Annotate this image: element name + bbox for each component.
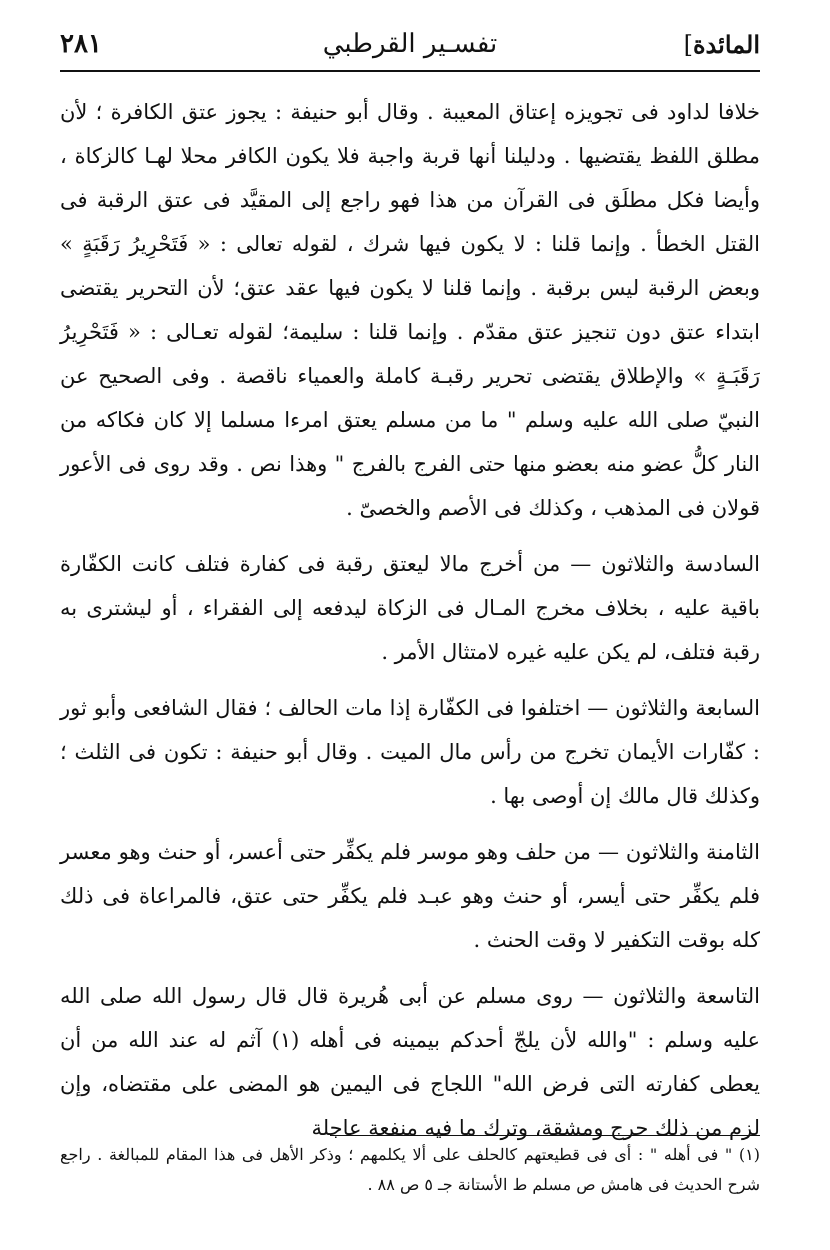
footnote-divider — [330, 1135, 760, 1136]
page-number: ٢٨١ — [60, 29, 102, 59]
paragraph: السابعة والثلاثون — اختلفوا فى الكفّارة إذا مات الحالف ؛ فقال الشافعى وأبو ثور : كفّارات الأيمان تخرج من رأس مال الميت . وقال أبو حنيفة : تكون فى الثلث ؛ وكذلك قال مالك إن أوصى بها . — [60, 696, 760, 808]
footnote: (١) " فى أهله " : أى فى قطيعتهم كالحلف على ألا يكلمهم ؛ وذكر الأهل فى هذا المقام للمبالغة . راجع شرح الحديث فى هامش ص مسلم ط الأستانة جـ ٥ ص ٨٨ . — [60, 1145, 760, 1194]
book-title: تفسـير القرطبي — [322, 29, 498, 59]
paragraph: خلافا لداود فى تجويزه إعتاق المعيبة . وقال أبو حنيفة : يجوز عتق الكافرة ؛ لأن مطلق اللفظ يقتضيها . ودليلنا أنها قربة واجبة فلا يكون الكافر محلا لهـا كالزكاة ، وأيضا فكل مطلَق فى القرآن من هذا فهو راجع إلى المقيَّد فى عتق الرقبة فى القتل الخطأ . وإنما قلنا : لا يكون فيها شرك ، لقوله تعالى : « فَتَحْرِيرُ رَقَبَةٍ » وبعض الرقبة ليس برقبة . وإنما قلنا لا يكون فيها عقد عتق؛ لأن التحرير يقتضى ابتداء عتق دون تنجيز عتق مقدّم . وإنما قلنا : سليمة؛ لقوله تعـالى : « فَتَحْرِيرُ رَقَبَـةٍ » والإطلاق يقتضى تحرير رقبـة كاملة والعمياء ناقصة . وفى الصحيح عن النبيّ صلى الله عليه وسلم " ما من مسلم يعتق امرءا مسلما إلا كان فكاكه من النار كلُّ عضو منه بعضو منها حتى الفرج بالفرج " وهذا نص . وقد روى فى الأعور قولان فى المذهب ، وكذلك فى الأصم والخصىّ . — [60, 100, 760, 520]
paragraph: التاسعة والثلاثون — روى مسلم عن أبى هُريرة قال قال رسول الله صلى الله عليه وسلم : "والله لأن يلجّ أحدكم بيمينه فى أهله (١) آثم له عند الله من أن يعطى كفارته التى فرض الله" اللجاج فى اليمين هو المضى على مقتضاه، وإن لزم من ذلك حرج ومشقة، وترك ما فيه منفعة عاجلة — [60, 984, 760, 1140]
page-body — [60, 90, 760, 1150]
book-page — [60, 18, 760, 1228]
header-bracket: ] — [683, 30, 693, 59]
footnotes — [60, 1135, 760, 1200]
page-header — [60, 18, 760, 72]
paragraph: السادسة والثلاثون — من أخرج مالا ليعتق رقبة فى كفارة فتلف كانت الكفّارة باقية عليه ، بخلاف مخرج المـال فى الزكاة ليدفعه إلى الفقراء ، أو ليشترى به رقبة فتلف، لم يكن عليه غيره لامتثال الأمر . — [60, 552, 760, 664]
sura-name — [680, 30, 760, 59]
paragraph: الثامنة والثلاثون — من حلف وهو موسر فلم يكفِّر حتى أعسر، أو حنث وهو معسر فلم يكفِّر حتى أيسر، أو حنث وهو عبـد فلم يكفِّر حتى عتق، فالمراعاة فى ذلك كله بوقت التكفير لا وقت الحنث . — [60, 840, 760, 952]
sura-name-text: المائدة — [692, 29, 760, 59]
